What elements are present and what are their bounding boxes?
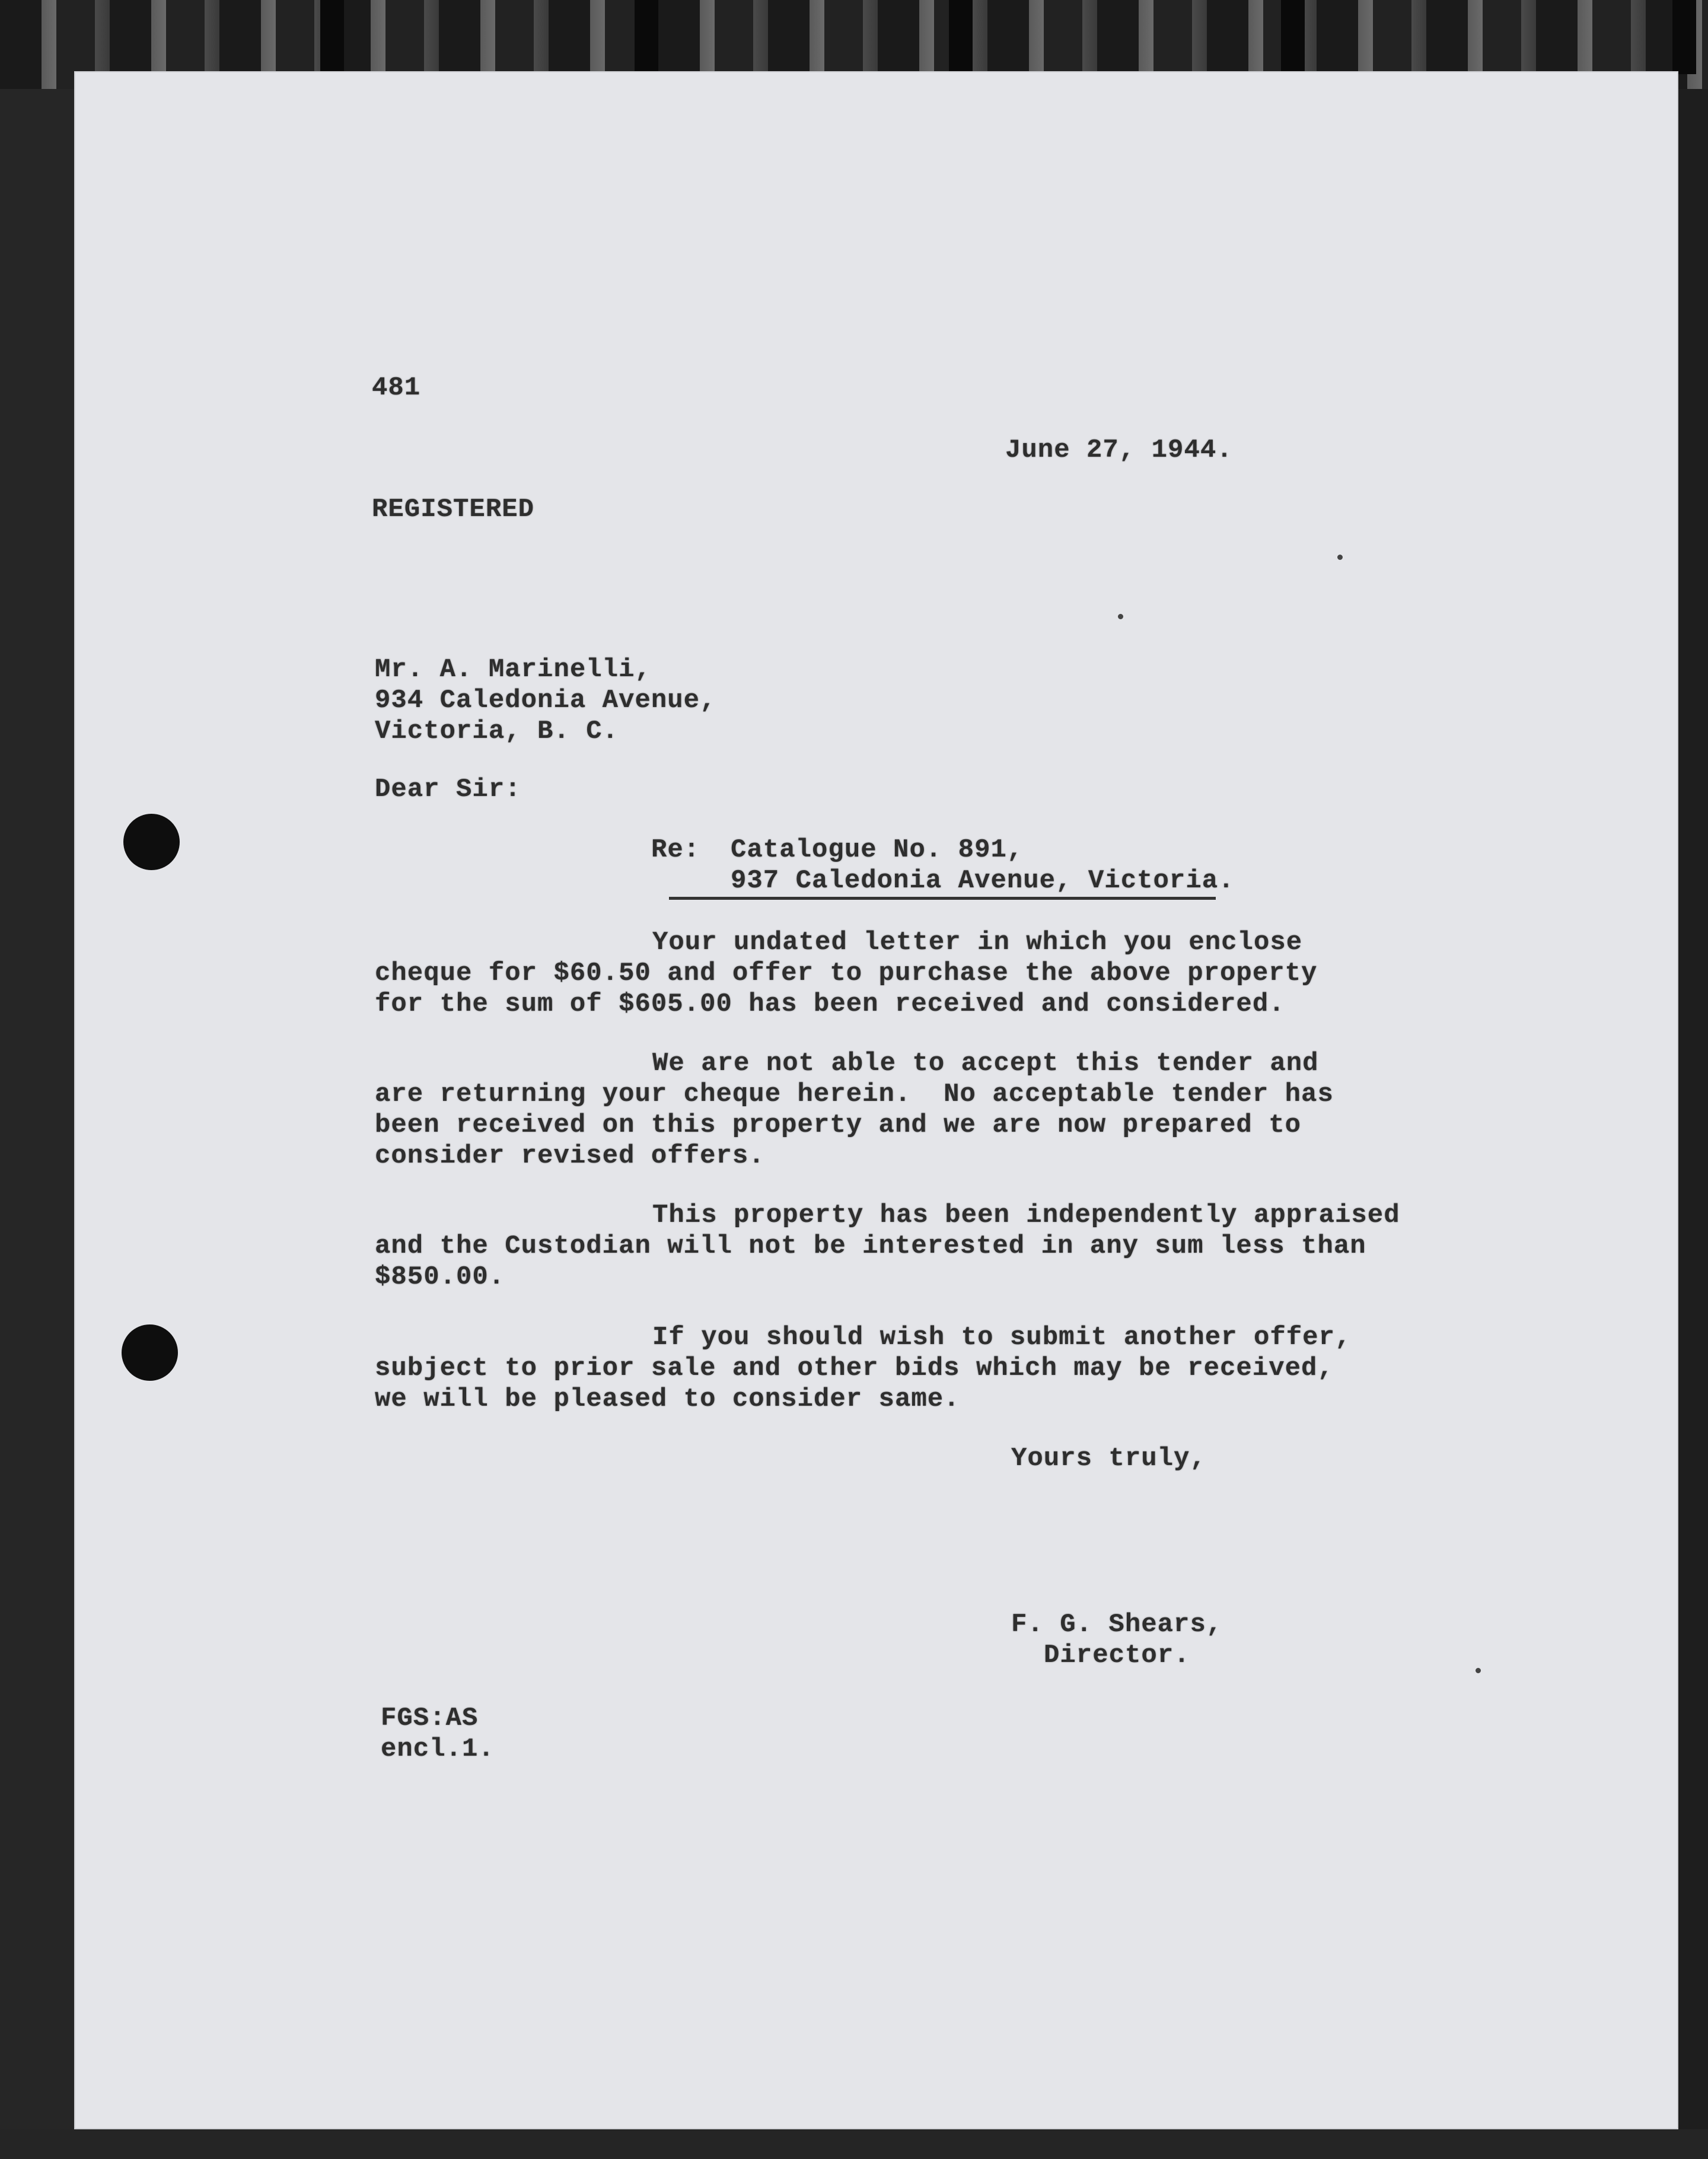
file-number: 481 [372, 373, 421, 403]
closing: Yours truly, [1011, 1444, 1206, 1473]
reference-line-2: 937 Caledonia Avenue, Victoria. [731, 866, 1235, 896]
paragraph-2-line-3: been received on this property and we are now prepared to [375, 1110, 1302, 1140]
paragraph-2-line-2: are returning your cheque herein. No acceptable tender has [375, 1080, 1334, 1109]
punch-hole [122, 1324, 178, 1381]
paragraph-4-line-3: we will be pleased to consider same. [375, 1384, 960, 1414]
speck [1118, 614, 1123, 619]
film-notch [320, 0, 344, 74]
paragraph-1-line-3: for the sum of $605.00 has been received and considered. [375, 989, 1285, 1019]
speck [1337, 555, 1343, 560]
film-notch [1281, 0, 1305, 74]
film-notch [949, 0, 973, 74]
recipient-street: 934 Caledonia Avenue, [375, 686, 716, 715]
signatory-name: F. G. Shears, [1011, 1610, 1223, 1639]
reference-initials: FGS:AS [381, 1703, 479, 1733]
paragraph-2-line-1: We are not able to accept this tender and [652, 1049, 1319, 1078]
scan-border-left [0, 89, 74, 2129]
paragraph-3-line-1: This property has been independently appraised [652, 1200, 1400, 1230]
recipient-name: Mr. A. Marinelli, [375, 655, 651, 684]
punch-hole [123, 814, 180, 870]
paragraph-3-line-2: and the Custodian will not be interested in any sum less than [375, 1231, 1366, 1261]
paragraph-4-line-2: subject to prior sale and other bids which may be received, [375, 1354, 1334, 1383]
film-notch [1672, 0, 1696, 74]
film-notch [635, 0, 658, 74]
scan-border-bottom [0, 2129, 1708, 2159]
speck [1476, 1668, 1481, 1673]
enclosure-note: encl.1. [381, 1734, 495, 1764]
signatory-title: Director. [1044, 1641, 1190, 1670]
paragraph-1-line-2: cheque for $60.50 and offer to purchase the above property [375, 959, 1318, 988]
reference-label: Re: [651, 835, 700, 865]
recipient-city: Victoria, B. C. [375, 717, 619, 746]
paragraph-1-line-1: Your undated letter in which you enclose [652, 928, 1303, 957]
paragraph-3-line-3: $850.00. [375, 1262, 505, 1292]
reference-line-1: Catalogue No. 891, [731, 835, 1024, 865]
letter-date: June 27, 1944. [1005, 435, 1233, 465]
mail-type: REGISTERED [372, 495, 535, 524]
paragraph-4-line-1: If you should wish to submit another offer, [652, 1323, 1352, 1352]
salutation: Dear Sir: [375, 775, 521, 804]
paragraph-2-line-4: consider revised offers. [375, 1141, 765, 1171]
scan-border-right [1678, 89, 1708, 2159]
reference-underline [669, 897, 1216, 900]
